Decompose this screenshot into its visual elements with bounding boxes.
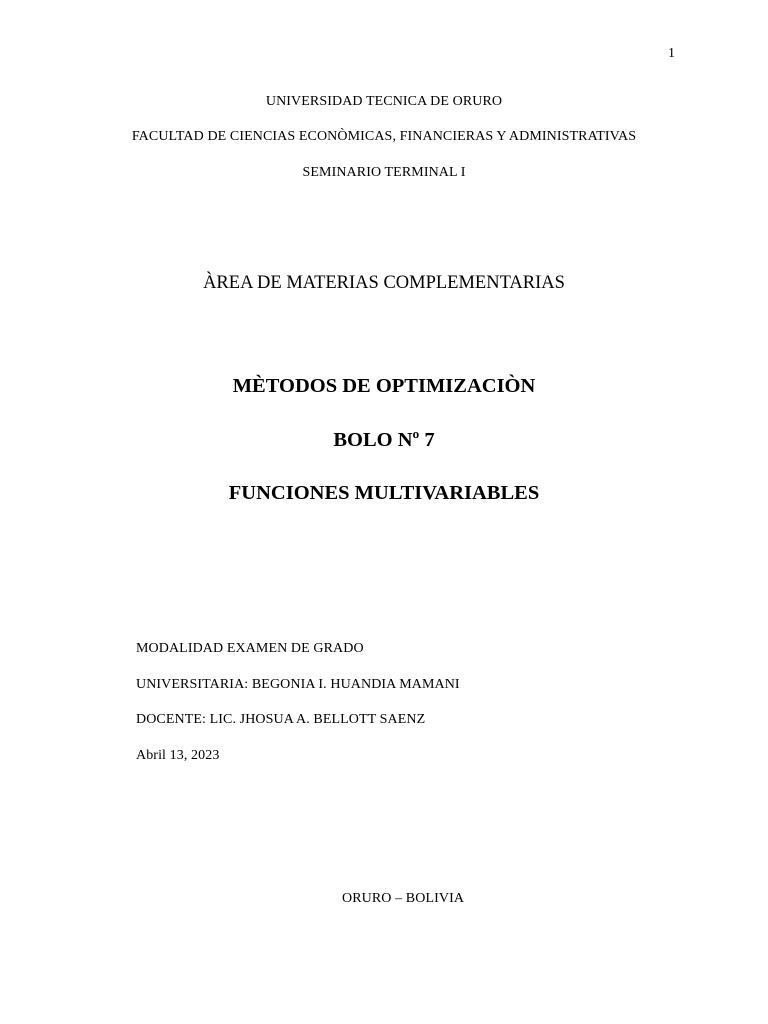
page-number: 1 [668, 46, 676, 61]
student-line: UNIVERSITARIA: BEGONIA I. HUANDIA MAMANI [136, 677, 460, 692]
location-line: ORURO – BOLIVIA [342, 891, 465, 906]
university-name: UNIVERSIDAD TECNICA DE ORURO [265, 94, 503, 109]
modality-line: MODALIDAD EXAMEN DE GRADO [136, 641, 364, 656]
date-line: Abril 13, 2023 [136, 748, 220, 763]
seminar-name: SEMINARIO TERMINAL I [302, 165, 466, 180]
faculty-name: FACULTAD DE CIENCIAS ECONÒMICAS, FINANCIERAS Y ADMINISTRATIVAS [131, 129, 637, 144]
bolo-title: BOLO Nº 7 [333, 429, 435, 451]
area-heading: ÀREA DE MATERIAS COMPLEMENTARIAS [203, 273, 565, 293]
teacher-line: DOCENTE: LIC. JHOSUA A. BELLOTT SAENZ [136, 712, 426, 727]
course-title: MÈTODOS DE OPTIMIZACIÒN [232, 375, 536, 397]
topic-title: FUNCIONES MULTIVARIABLES [228, 482, 540, 504]
